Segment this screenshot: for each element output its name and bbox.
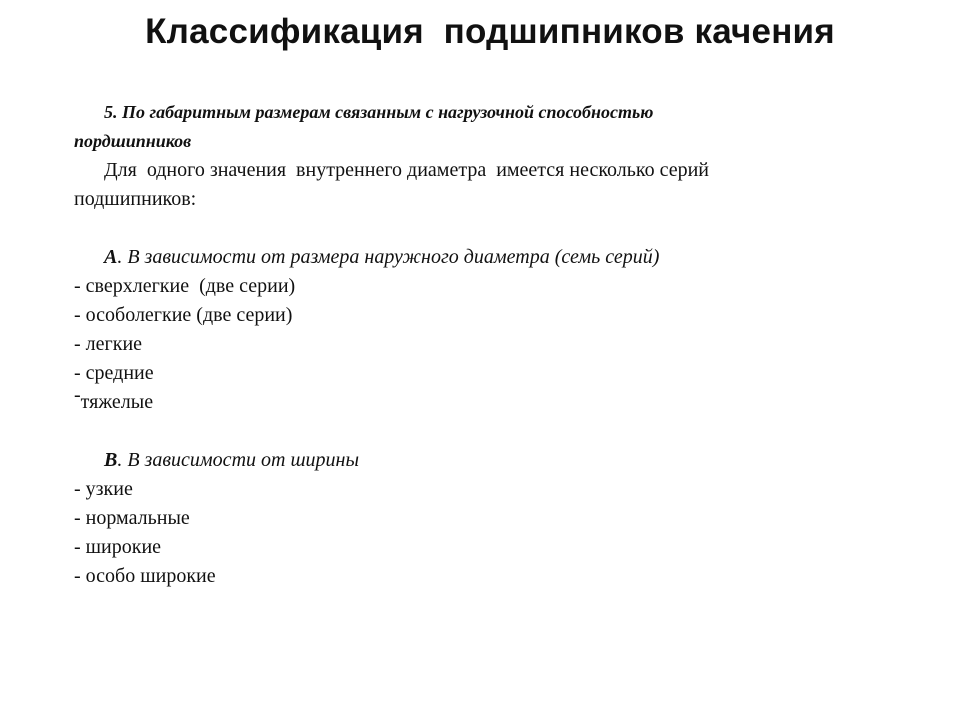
groupA-item-5	[74, 384, 874, 417]
groupA-heading	[74, 243, 874, 272]
groupB-heading-text: . В зависимости от ширины	[117, 449, 360, 471]
groupA-item-3: - легкие	[74, 333, 143, 355]
slide-title: Классификация подшипников качения	[145, 12, 835, 51]
groupB-item-2: - нормальные	[74, 507, 190, 529]
groupA-item-5-text: тяжелые	[80, 391, 154, 413]
groupB-item-3: - широкие	[74, 536, 162, 558]
section5-intro-line1: Для одного значения внутреннего диаметра имеется несколько серий	[104, 159, 709, 181]
groupB-item-1: - узкие	[74, 478, 133, 500]
section5-heading-line1: 5. По габаритным размерам связанным с нагрузочной способностью	[104, 102, 654, 122]
groupB-item-4: - особо широкие	[74, 565, 216, 587]
groupB-heading	[74, 446, 874, 475]
spacer	[74, 417, 874, 446]
slide-content	[74, 98, 874, 591]
groupA-item-5-dash: -	[74, 384, 81, 406]
section5-heading-line2: пордшипников	[74, 131, 192, 151]
groupA-item-4: - средние	[74, 362, 154, 384]
groupA-letter: А	[104, 246, 118, 268]
groupA-item-2: - особолегкие (две серии)	[74, 304, 293, 326]
groupA-item-1: - сверхлегкие (две серии)	[74, 275, 296, 297]
section5-intro-line2: подшипников:	[74, 188, 197, 210]
groupA-heading-text: . В зависимости от размера наружного диаметра (семь серий)	[117, 246, 660, 268]
spacer	[74, 214, 874, 243]
groupB-letter: В	[104, 449, 118, 471]
